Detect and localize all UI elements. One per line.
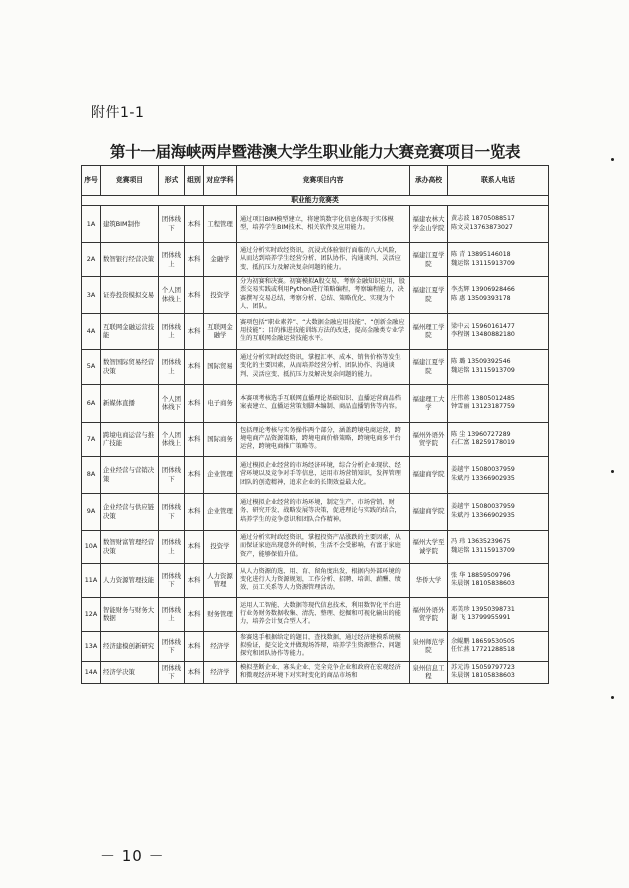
cell-seq: 4A <box>82 313 101 349</box>
cell-form: 团体线下 <box>159 631 185 661</box>
cell-project: 企业经营与供应链决策 <box>101 493 159 530</box>
cell-seq: 3A <box>82 277 101 314</box>
cell-host: 福建理工大学 <box>410 384 448 422</box>
cell-seq: 5A <box>82 349 101 384</box>
cell-major: 财务管理 <box>204 597 237 631</box>
cell-project: 数智财富管理经营决策 <box>101 530 159 563</box>
cell-major: 工程管理 <box>204 206 237 243</box>
contact-line: 钟雪丽 13123187759 <box>451 403 515 411</box>
cell-group: 本科 <box>185 206 204 243</box>
cell-seq: 6A <box>82 384 101 422</box>
table-row <box>82 661 549 683</box>
contact-line: 魏运铭 13115913709 <box>451 366 515 374</box>
cell-content: 运用人工智能、大数据等现代信息技术，利用数智化平台进行业务财务数据收集、清洗、整理、挖掘和可视化输出的能力，培养会计复合型人才。 <box>237 597 410 631</box>
table-row <box>82 530 549 563</box>
contact-line: 姜越宇 15080037959 <box>451 466 515 474</box>
table-row <box>82 563 549 597</box>
header-form: 形式 <box>159 166 185 196</box>
cell-contact <box>448 493 549 530</box>
header-seq: 序号 <box>82 166 101 196</box>
cell-form: 团体线下 <box>159 493 185 530</box>
cell-host: 泉州信息工程 <box>410 661 448 683</box>
cell-contact <box>448 384 549 422</box>
cell-project: 企业经营与营销决策 <box>101 456 159 493</box>
cell-content: 本赛项考核选手互联网直播理论基础知识、直播运营商品档案表建立、直播运营策划脚本编制、商品直播销售等内容。 <box>237 384 410 422</box>
cell-host: 福州大学至诚学院 <box>410 530 448 563</box>
cell-content: 通过分析实时政经资讯，掌握汇率、成本、销售价格等发生变化的主要因素，从而培养经营分析、团队协作、沟通谈判、灵活应变、抵抗压力及解决复杂问题的能力。 <box>237 349 410 384</box>
cell-project: 数智国际贸易经营决策 <box>101 349 159 384</box>
cell-form: 团体线下 <box>159 563 185 597</box>
cell-host: 福建商学院 <box>410 493 448 530</box>
cell-major: 金融学 <box>204 243 237 277</box>
competition-table <box>81 165 549 684</box>
contact-line: 任忙燕 17721288518 <box>451 646 515 654</box>
contact-line: 李程钢 13480882180 <box>451 331 515 339</box>
cell-group: 本科 <box>185 563 204 597</box>
cell-content: 赛项包括“职业素养”、“大数据金融应用技能”、“创新金融应用技能”；目的推进技能训练方法的改进，提高金融类专业学生的互联网金融运营技能水平。 <box>237 313 410 349</box>
cell-host: 福州理工学院 <box>410 313 448 349</box>
table-row <box>82 243 549 277</box>
table-row <box>82 631 549 661</box>
cell-group: 本科 <box>185 384 204 422</box>
cell-form: 个人团体线下 <box>159 384 185 422</box>
contact-line: 谢 飞 13799955991 <box>451 614 511 622</box>
contact-line: 李杰辉 13906928466 <box>451 286 515 294</box>
cell-form: 团体线上 <box>159 313 185 349</box>
cell-content: 通过项目BIM模型建立，将建筑数字化信息体现于实体模型，培养学生BIM技术、相关软件及应用能力。 <box>237 206 410 243</box>
cell-project: 互联网金融运营技能 <box>101 313 159 349</box>
cell-group: 本科 <box>185 530 204 563</box>
cell-contact <box>448 631 549 661</box>
cell-seq: 7A <box>82 422 101 456</box>
cell-group: 本科 <box>185 661 204 683</box>
cell-content: 通过分析实时政经资讯，掌握投资产品涨跌的主要因素，从而保证家庭出现意外的时候，生活不会受影响，有富于家庭资产，能够保值升值。 <box>237 530 410 563</box>
contact-line: 冯 玮 13635239675 <box>451 538 511 546</box>
cell-group: 本科 <box>185 422 204 456</box>
contact-line: 陈 璐 13509392546 <box>451 358 511 366</box>
cell-form: 团体线上 <box>159 349 185 384</box>
cell-seq: 13A <box>82 631 101 661</box>
cell-content: 分为初赛和决赛。初赛模拟A股交易，考察金融知识应用，股票交易实践或利用Python进行策略编程，考察编程能力，决赛撰写交易总结，考察分析、总结、策略优化、实现为个人、团队。 <box>237 277 410 314</box>
header-content: 竞赛项目内容 <box>237 166 410 196</box>
cell-seq: 8A <box>82 456 101 493</box>
cell-contact <box>448 349 549 384</box>
cell-project: 数智银行经营决策 <box>101 243 159 277</box>
cell-seq: 1A <box>82 206 101 243</box>
cell-project: 经济建模创新研究 <box>101 631 159 661</box>
cell-content: 模拟垄断企业、寡头企业、完全竞争企业和政府在宏观经济和微观经济环境下对实时变化的商品市场和 <box>237 661 410 683</box>
cell-contact <box>448 422 549 456</box>
cell-seq: 9A <box>82 493 101 530</box>
cell-contact <box>448 243 549 277</box>
contact-line: 石仁富 18259178019 <box>451 439 515 447</box>
cell-seq: 12A <box>82 597 101 631</box>
table-header-row <box>82 166 549 196</box>
cell-form: 个人团体线上 <box>159 277 185 314</box>
header-group: 组别 <box>185 166 204 196</box>
contact-line: 朱斌丹 13366902935 <box>451 511 515 519</box>
cell-seq: 2A <box>82 243 101 277</box>
cell-form: 团体线下 <box>159 661 185 683</box>
cell-project: 新媒体直播 <box>101 384 159 422</box>
cell-seq: 11A <box>82 563 101 597</box>
cell-major: 国际商务 <box>204 422 237 456</box>
cell-major: 投资学 <box>204 530 237 563</box>
table-row <box>82 597 549 631</box>
annex-label: 附件1-1 <box>91 105 145 121</box>
contact-line: 张 华 18859509796 <box>451 571 511 579</box>
cell-form: 团体线上 <box>159 530 185 563</box>
table-row <box>82 422 549 456</box>
table-row <box>82 206 549 243</box>
contact-line: 朱晨钢 18105838603 <box>451 672 515 680</box>
cell-contact <box>448 456 549 493</box>
cell-major: 国际贸易 <box>204 349 237 384</box>
cell-project: 建筑BIM制作 <box>101 206 159 243</box>
cell-group: 本科 <box>185 243 204 277</box>
cell-major: 人力资源管理 <box>204 563 237 597</box>
contact-line: 梁中云 15960161477 <box>451 322 515 330</box>
header-contact: 联系人电话 <box>448 166 549 196</box>
cell-contact <box>448 313 549 349</box>
cell-contact <box>448 661 549 683</box>
scan-mark <box>611 158 614 161</box>
cell-group: 本科 <box>185 597 204 631</box>
cell-form: 团体线上 <box>159 597 185 631</box>
cell-host: 福州外语外贸学院 <box>410 422 448 456</box>
table-row <box>82 349 549 384</box>
contact-line: 黄志波 18705088517 <box>451 215 515 223</box>
cell-project: 经济学决策 <box>101 661 159 683</box>
section-row <box>82 196 549 206</box>
cell-content: 通过模拟企业经营的市场经济环境，综合分析企业现状、经营环境以及竞争对手等信息，运用市场营销知识，发挥管理团队的创造精神，追求企业的长期效益最大化。 <box>237 456 410 493</box>
table-row <box>82 456 549 493</box>
cell-major: 投资学 <box>204 277 237 314</box>
cell-form: 个人团体线上 <box>159 422 185 456</box>
contact-line: 苏元涛 15059797723 <box>451 663 515 671</box>
cell-contact <box>448 206 549 243</box>
contact-line: 姜越宇 15080037959 <box>451 503 515 511</box>
cell-group: 本科 <box>185 349 204 384</box>
cell-major: 企业管理 <box>204 456 237 493</box>
cell-major: 电子商务 <box>204 384 237 422</box>
contact-line: 邓美珍 13950398731 <box>451 605 515 613</box>
cell-host: 福建江夏学院 <box>410 277 448 314</box>
contact-line: 陈 青 13895146018 <box>451 250 511 258</box>
cell-content: 通过模拟企业经营的市场环境，制定生产、市场营销、财务、研究开发、战略发展等决策，促进理论与实践的结合，培养学生的竞争意识和团队合作精神。 <box>237 493 410 530</box>
cell-group: 本科 <box>185 493 204 530</box>
cell-host: 福建商学院 <box>410 456 448 493</box>
table-row <box>82 384 549 422</box>
cell-content: 包括理论考核与实务操作两个部分，涵盖跨境电商运营，跨境电商产品资源策略，跨境电商价格策略，跨境电商多平台运营，跨境电商推广策略等。 <box>237 422 410 456</box>
section-label: 职业能力竞赛类 <box>82 196 549 206</box>
cell-content: 从人力资源的选、用、育、留角度出发，根据内外部环境的变化进行人力资源规划，工作分析、招聘、培训、薪酬、绩效、员工关系等人力资源管理活动。 <box>237 563 410 597</box>
header-host: 承办高校 <box>410 166 448 196</box>
contact-line: 朱晨钢 18105838603 <box>451 580 515 588</box>
table-row <box>82 277 549 314</box>
contact-line: 庄伟蒋 13805012485 <box>451 394 515 402</box>
cell-project: 证券投资模拟交易 <box>101 277 159 314</box>
cell-content: 参赛选手根据给定的题目，查找数据，通过经济建模系统模拟验证，提交论文并做现场答辩，培养学生资源整合、问题探究和团队协作等能力。 <box>237 631 410 661</box>
cell-major: 经济学 <box>204 631 237 661</box>
contact-line: 朱斌丹 13366902935 <box>451 474 515 482</box>
page-number: － 10 － <box>100 847 165 865</box>
table-row <box>82 313 549 349</box>
document-title: 第十一届海峡两岸暨港澳大学生职业能力大赛竞赛项目一览表 <box>109 142 521 161</box>
cell-host: 福建江夏学院 <box>410 349 448 384</box>
contact-line: 陈 惠 13509393178 <box>451 294 511 302</box>
cell-project: 跨境电商运营与推广技能 <box>101 422 159 456</box>
cell-host: 福州外语外贸学院 <box>410 597 448 631</box>
cell-contact <box>448 277 549 314</box>
contact-line: 陈文灵13763873027 <box>451 224 513 231</box>
cell-content: 通过分析实时政经资讯，沉浸式体验银行面临的八大风险，从而达到培养学生经营分析、团队协作、沟通谈判、灵活应变、抵抗压力及解决复杂问题的能力。 <box>237 243 410 277</box>
cell-project: 智能财务与财务大数据 <box>101 597 159 631</box>
cell-group: 本科 <box>185 631 204 661</box>
scan-mark <box>611 696 614 699</box>
cell-major: 企业管理 <box>204 493 237 530</box>
contact-line: 陈 尘 13960727289 <box>451 430 511 438</box>
contact-line: 魏运铭 13115913709 <box>451 546 515 554</box>
cell-form: 团体线下 <box>159 456 185 493</box>
cell-contact <box>448 563 549 597</box>
cell-group: 本科 <box>185 277 204 314</box>
cell-host: 华侨大学 <box>410 563 448 597</box>
cell-seq: 14A <box>82 661 101 683</box>
table-row <box>82 493 549 530</box>
contact-line: 余鲲鹏 18659530505 <box>451 637 515 645</box>
scan-mark <box>611 470 614 473</box>
cell-host: 福建江夏学院 <box>410 243 448 277</box>
cell-major: 互联网金融学 <box>204 313 237 349</box>
cell-project: 人力资源管理技能 <box>101 563 159 597</box>
contact-line: 魏运铭 13115913709 <box>451 259 515 267</box>
cell-major: 经济学 <box>204 661 237 683</box>
cell-host: 泉州师范学院 <box>410 631 448 661</box>
cell-group: 本科 <box>185 456 204 493</box>
cell-group: 本科 <box>185 313 204 349</box>
cell-form: 团体线下 <box>159 206 185 243</box>
header-major: 对应学科 <box>204 166 237 196</box>
cell-contact <box>448 597 549 631</box>
cell-host: 福建农林大学金山学院 <box>410 206 448 243</box>
cell-contact <box>448 530 549 563</box>
header-project: 竞赛项目 <box>101 166 159 196</box>
cell-form: 团体线上 <box>159 243 185 277</box>
cell-seq: 10A <box>82 530 101 563</box>
